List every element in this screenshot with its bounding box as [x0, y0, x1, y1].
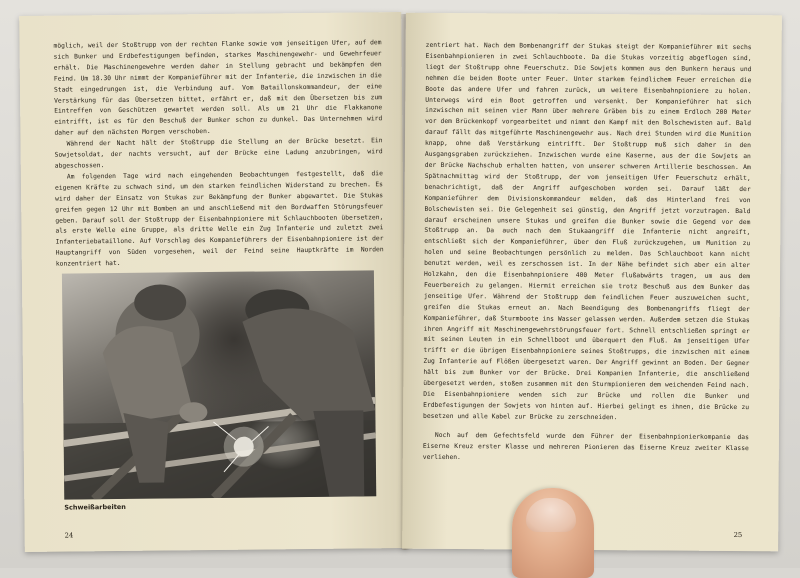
right-page-text [423, 41, 752, 466]
right-page [402, 13, 782, 552]
welding-photo [62, 270, 376, 499]
left-page-text [53, 38, 383, 270]
left-page [19, 12, 407, 552]
page-number-right: 25 [733, 530, 743, 540]
left-paragraph-3: Am folgenden Tage wird nach eingehenden Beobachtungen festgestellt, daß die eigenen Kräfte zu schwach sind, um den starken feindlichen Widerstand zu brechen. Es wird daher der Einsatz von Stukas zur Bekämpfung der Bunker abgewartet. Die Stukas greifen gegen 12 Uhr mit Bomben an und anschließend mit den Bordwaffen Störungsfeuer geben. Darauf soll der Stoßtrupp der Eisenbahnpioniere mit Schlauchbooten übersetzen, als erste Welle eine Gruppe, als dritte Welle ein Zug Infanterie und zuletzt zwei Infanteriebataillone. Auf Vorschlag des Kompanieführers der Eisenbahnpioniere ist der Hauptangriff von Süden vorgesehen, weil der Feind seine Hauptkräfte im Norden konzentriert hat. [54, 170, 384, 268]
fingernail [526, 498, 576, 532]
left-paragraph-2: Während der Nacht hält der Stoßtrupp die Stellung an der Brücke besetzt. Ein Sowjetsoldat, der nachts versucht, auf der Brücke eine Ladung anzubringen, wird abgeschossen. [54, 137, 383, 170]
page-number-left: 24 [64, 531, 74, 540]
right-paragraph-1: zentriert hat. Nach dem Bombenangriff der Stukas steigt der Kompanieführer mit sechs Eisenbahnpionieren in zwei Schlauchboote. Da die Stukas vorzeitig abgeflogen sind, liegt der Stoßtrupp ohne Feuerschutz. Die Sowjets kommen aus den Bunkern heraus und nehmen die beiden Boote unter Feuer. Unter starkem feindlichem Feuer erreichen die Boote das andere Ufer und fahren zurück, um weitere Eisenbahnpioniere zu holen. Unterwegs wird ein Boot getroffen und versenkt. Der Kompanieführer hat sich inzwischen mit seinen vier Mann über mehrere Gräben bis zu einem Erdloch 200 Meter vor dem Brückenkopf vorgearbeitet und nimmt den Kampf mit den Bolschewisten auf. Bald darauf fällt das mitgeführte Maschinengewehr aus. Nach drei Stunden wird die Munition knapp, ohne daß Verstärkung eintrifft. Der Stoßtrupp muß sich daher in den Ausgangsgraben zurückziehen. Inzwischen wurde eine Kaserne, aus der die Sowjets an der Brücke Nachschub erhalten hatten, von unserer schweren Artillerie beschossen. Am Spätnachmittag wird der Stoßtrupp, der vom jenseitigen Ufer Feuerschutz erhält, benachrichtigt, daß der Angriff aufgeschoben worden sei. Darauf läßt der Kompanieführer dem Divisionskommandeur melden, daß das Hinterland frei von Bolschewisten sei. Die Gelegenheit sei günstig, den Angriff jetzt vorzutragen. Bald darauf erscheinen unsere Stukas und greifen die Bunker sowie die Gegend vor dem Stoßtrupp an. Da auch nach dem Stukaangriff die Infanterie nicht angreift, entschließt sich der Kompanieführer, über den Fluß zurückzugehen, um Munition zu holen und seine Beobachtungen persönlich zu melden. Das Schlauchboot kann nicht benutzt werden, weil es zerschossen ist. In der Nähe befindet sich aber ein alter Holzkahn, den die Eisenbahnpioniere 400 Meter flußabwärts tragen, um aus dem Feuerbereich zu gelangen. Hiermit erreichen sie trotz Beschuß aus dem Bunker das jenseitige Ufer. Während der Stoßtrupp dem feindlichen Feuer auszuweichen sucht, greifen die Stukas erneut an. Nach Beendigung des Bombenangriffs fliegt der Kompanieführer, daß Sturmboote ins Wasser gelassen werden. Außerdem setzen die Stukas ihren Angriff mit Maschinengewehrstörungsfeuer fort. Schnell entschließen springt er mit seinen Leuten in ein Schnellboot und überquert den Fluß. Am jenseitigen Ufer trifft er die übrigen Eisenbahnpioniere seines Stoßtrupps, die inzwischen mit einem Zug Infanterie auf Flößen übergesetzt waren. Der Angriff gewinnt an Boden. Der Gegner hält bis zum Bunker vor der Brücke. Drei Kompanien Infanterie, die anschließend übergesetzt werden, stoßen zusammen mit den Sturmpionieren dem weichenden Feind nach. Die Eisenbahnpioniere wenden sich zur Brücke und rollen die Bunker und Erdbefestigungen der Sowjets von hinten auf. Hierbei gelingt es ihnen, die Brücke zu besetzen und alle Kabel zur Brücke zu zerschneiden. [423, 41, 752, 421]
left-paragraph-1: möglich, weil der Stoßtrupp von der rechten Flanke sowie vom jenseitigen Ufer, auf dem sich Bunker und Erdbefestigungen befinden, starkes Maschinengewehr- und Gewehrfeuer erhält. Die Maschinengewehre werden daher in Stellung gebracht und bekämpfen den Feind. Um 18.30 Uhr nimmt der Kompanieführer mit der Infanterie, die inzwischen in die Stadt eingedrungen ist, die Verbindung auf. Vom Bataillonskommandeur, der eine Verstärkung für das Übersetzen bittet, erfährt er, daß mit dem Übersetzen bis zum Eintreffen von Geschützen gewartet werden soll. Als um 21 Uhr die Flakkanone eintrifft, ist es für den Beschuß der Bunker schon zu dunkel. Das Unternehmen wird daher auf den nächsten Morgen verschoben. [53, 39, 383, 137]
finger-holding-page [512, 488, 594, 578]
welding-photo-illustration [62, 270, 376, 499]
photo-caption: Schweißarbeiten [64, 502, 126, 512]
right-paragraph-2: Noch auf dem Gefechtsfeld wurde dem Führer der Eisenbahnpionierkompanie das Eiserne Kreuz erster Klasse und mehreren Pionieren das Eiserne Kreuz zweiter Klasse verliehen. [422, 431, 749, 461]
open-booklet [16, 14, 786, 554]
